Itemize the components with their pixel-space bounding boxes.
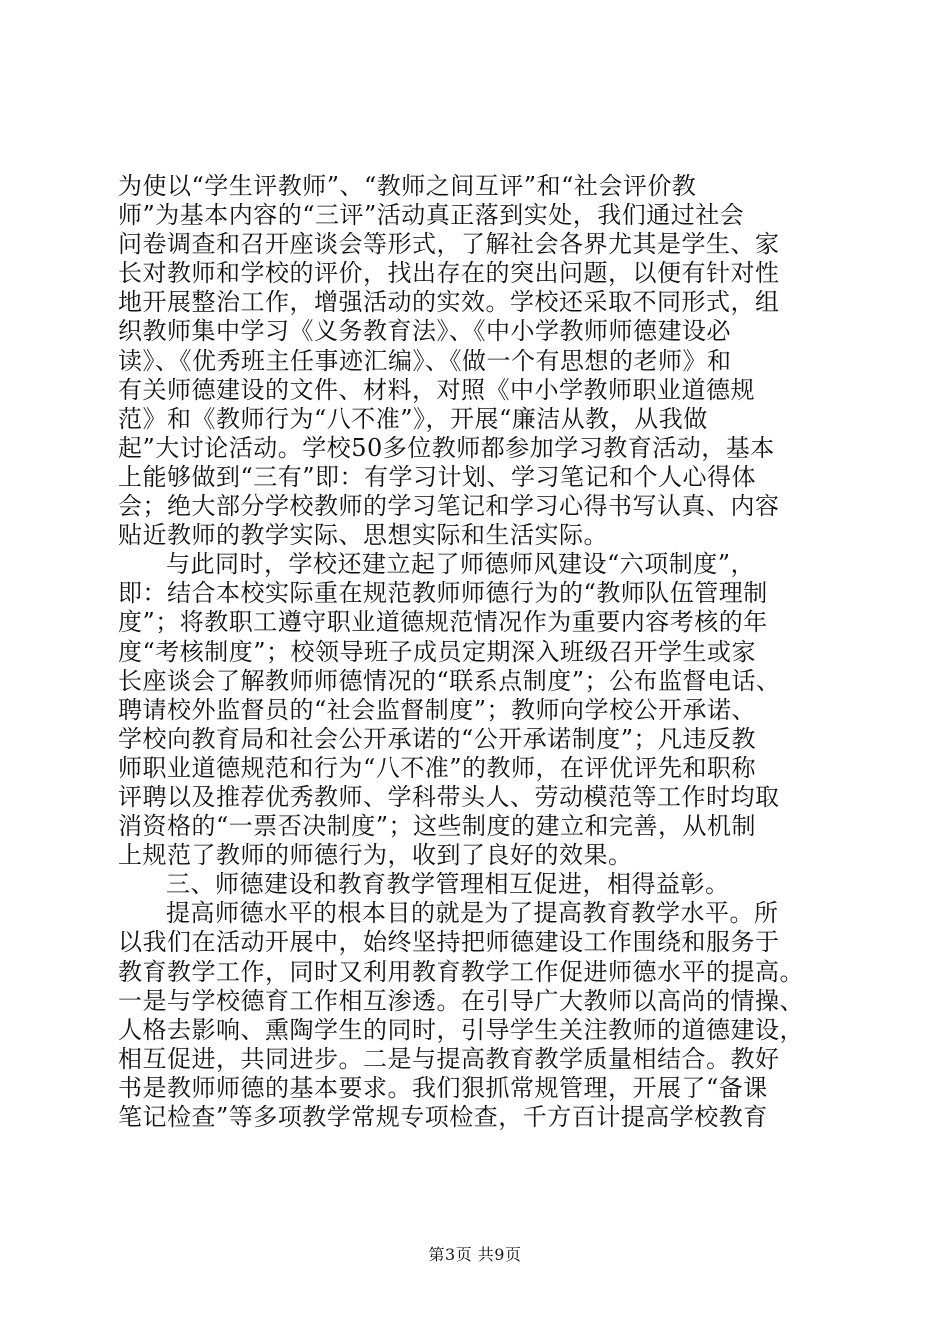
text-line: 书是教师师德的基本要求。我们狠抓常规管理，开展了“备课: [118, 1073, 768, 1102]
text-line: 问卷调查和召开座谈会等形式，了解社会各界尤其是学生、家: [118, 230, 780, 259]
text-line: 长对教师和学校的评价，找出存在的突出问题，以便有针对性: [118, 259, 780, 288]
text-line: 评聘以及推荐优秀教师、学科带头人、劳动模范等工作时均取: [118, 782, 780, 811]
text-line: 以我们在活动开展中，始终坚持把师德建设工作围绕和服务于: [118, 928, 780, 957]
text-line: 贴近教师的教学实际、思想实际和生活实际。: [118, 521, 608, 550]
paragraph-start-line: 与此同时，学校还建立起了师德师风建设“六项制度”，: [166, 550, 756, 579]
text-line: 有关师德建设的文件、材料，对照《中小学教师职业道德规: [118, 375, 755, 404]
text-line: 地开展整治工作，增强活动的实效。学校还采取不同形式，组: [118, 288, 780, 317]
body-text: [118, 172, 838, 1132]
paragraph-start-line: 提高师德水平的根本目的就是为了提高教育教学水平。所: [166, 899, 779, 928]
page-footer: 第3页 共9页: [428, 1245, 522, 1264]
text-line: 人格去影响、熏陶学生的同时，引导学生关注教师的道德建设，: [118, 1015, 804, 1044]
text-line: 师职业道德规范和行为“八不准”的教师，在评优评先和职称: [118, 753, 757, 782]
text-line: 范》和《教师行为“八不准”》，开展“廉洁从教，从我做: [118, 404, 708, 433]
text-line: 起”大讨论活动。学校50多位教师都参加学习教育活动，基本: [118, 433, 775, 462]
text-line: 会；绝大部分学校教师的学习笔记和学习心得书写认真、内容: [118, 492, 780, 521]
text-line: 上能够做到“三有”即：有学习计划、学习笔记和个人心得体: [118, 462, 757, 491]
text-line: 一是与学校德育工作相互渗透。在引导广大教师以高尚的情操、: [118, 986, 804, 1015]
text-line: 读》、《优秀班主任事迹汇编》、《做一个有思想的老师》和: [118, 346, 732, 375]
text-line: 长座谈会了解教师师德情况的“联系点制度”；公布监督电话、: [118, 666, 781, 695]
text-line: 学校向教育局和社会公开承诺的“公开承诺制度”；凡违反教: [118, 724, 757, 753]
text-line: 上规范了教师的师德行为，收到了良好的效果。: [118, 841, 633, 870]
text-line: 度”；将教职工遵守职业道德规范情况作为重要内容考核的年: [118, 608, 768, 637]
text-line: 即：结合本校实际重在规范教师师德行为的“教师队伍管理制: [118, 579, 768, 608]
text-line: 度“考核制度”；校领导班子成员定期深入班级召开学生或家: [118, 637, 757, 666]
text-line: 相互促进，共同进步。二是与提高教育教学质量相结合。教好: [118, 1044, 780, 1073]
text-line: 为使以“学生评教师”、“教师之间互评”和“社会评价教: [118, 172, 697, 200]
text-line: 教育教学工作，同时又利用教育教学工作促进师德水平的提高。: [118, 957, 804, 986]
section-heading: 三、师德建设和教育教学管理相互促进，相得益彰。: [166, 870, 730, 899]
text-line: 消资格的“一票否决制度”；这些制度的建立和完善，从机制: [118, 812, 757, 841]
text-line: 笔记检查”等多项教学常规专项检查，千方百计提高学校教育: [118, 1103, 768, 1131]
text-line: 聘请校外监督员的“社会监督制度”；教师向学校公开承诺、: [118, 695, 757, 724]
text-line: 师”为基本内容的“三评”活动真正落到实处，我们通过社会: [118, 201, 745, 230]
text-line: 织教师集中学习《义务教育法》、《中小学教师师德建设必: [118, 317, 731, 346]
